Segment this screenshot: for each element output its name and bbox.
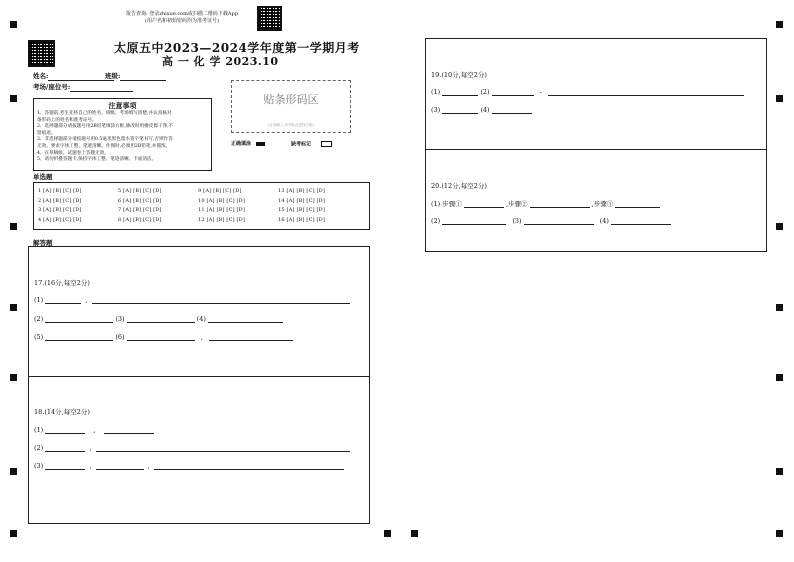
choice-item[interactable]: 11 [A] [B] [C] [D] [198, 207, 246, 213]
notes-list [34, 111, 211, 164]
filled-box-icon [256, 142, 265, 146]
alignment-mark [384, 530, 391, 537]
choice-column [278, 187, 358, 225]
notes-title: 注意事项 [108, 101, 137, 110]
q19-row-1: (1) (2) - [431, 88, 744, 96]
choice-column [198, 187, 278, 225]
choice-item[interactable]: 12 [A] [B] [C] [D] [198, 216, 246, 223]
choice-item[interactable]: 16 [A] [B] [C] [D] [278, 216, 326, 223]
answer-blank[interactable] [548, 95, 744, 96]
fill-example: 正确填涂 [231, 141, 265, 148]
choice-column [118, 187, 198, 225]
notes-line: 4、在草稿纸、试题卷上答题无效。 [37, 150, 109, 156]
answer-blank[interactable] [45, 303, 81, 304]
choice-section-title: 单选题 [33, 173, 53, 181]
q20-title: 20.(12分,每空2分) [431, 182, 487, 190]
alignment-mark [10, 95, 17, 102]
answer-blank[interactable] [154, 469, 344, 470]
alignment-mark [10, 304, 17, 311]
answer-blank[interactable] [615, 207, 660, 208]
q19-row-2: (3) (4) [431, 106, 532, 114]
barcode-label: 贴条形码区 [263, 93, 319, 106]
barcode-area [231, 80, 351, 133]
choice-item[interactable]: 5 [A] [B] [C] [D] [118, 188, 162, 194]
answer-blank[interactable] [45, 322, 113, 323]
choice-item[interactable]: 8 [A] [B] [C] [D] [118, 216, 162, 223]
empty-box-icon [321, 141, 332, 147]
alignment-mark [776, 374, 783, 381]
q18-title: 18.(14分,每空2分) [34, 408, 90, 416]
answer-blank[interactable] [209, 340, 293, 341]
alignment-mark [10, 21, 17, 28]
notes-line: 2、选择题部分请按题号用2B铅笔填涂方框,修改时用橡皮擦干净,不 [37, 124, 174, 130]
choice-item[interactable]: 4 [A] [B] [C] [D] [38, 216, 82, 223]
alignment-mark [10, 223, 17, 230]
q17-title: 17.(16分,每空2分) [34, 279, 90, 287]
choice-grid [38, 187, 365, 225]
alignment-mark [776, 304, 783, 311]
qr-code-icon [28, 40, 55, 67]
q18-row-1: (1) , [34, 426, 154, 434]
class-label: 班级: [105, 72, 121, 80]
answer-blank[interactable] [96, 469, 144, 470]
choice-item[interactable]: 1 [A] [B] [C] [D] [38, 188, 82, 194]
notes-line: 1、答题前,考生先将自己的姓名、班级、考场填写清楚,并认真核对 [37, 111, 172, 116]
choice-item[interactable]: 14 [A] [B] [C] [D] [278, 197, 326, 204]
notes-line: 5、请勿折叠答题卡,保持字体工整、笔迹清晰、卡面清洁。 [37, 157, 157, 163]
alignment-mark [10, 374, 17, 381]
choice-box [33, 182, 370, 230]
answer-blank[interactable] [45, 340, 113, 341]
answer-blank[interactable] [492, 113, 532, 114]
answer-blank[interactable] [96, 451, 350, 452]
answer-blank[interactable] [492, 95, 534, 96]
notes-line: 条形码上的姓名和准考证号。 [37, 117, 97, 123]
page-subtitle: 高 一 化 学 2023.10 [162, 55, 279, 68]
notes-box [33, 98, 212, 171]
answer-blank[interactable] [127, 340, 195, 341]
q17-row-2: (2) (3) (4) [34, 315, 283, 323]
choice-item[interactable]: 9 [A] [B] [C] [D] [198, 188, 242, 194]
q20-row-1: (1) 步骤① ,步骤② ,步骤③ [431, 199, 660, 208]
choice-item[interactable]: 13 [A] [B] [C] [D] [278, 188, 326, 194]
q17-row-1: (1) , [34, 296, 350, 304]
alignment-mark [776, 95, 783, 102]
q19-title: 19.(10分,每空2分) [431, 71, 487, 79]
name-label: 姓名: [33, 72, 49, 80]
q18-row-3: (3) , , [34, 462, 344, 470]
answer-blank[interactable] [442, 224, 506, 225]
answer-blank[interactable] [45, 469, 85, 470]
answer-blank[interactable] [530, 207, 590, 208]
choice-item[interactable]: 2 [A] [B] [C] [D] [38, 197, 82, 204]
seat-field[interactable] [33, 83, 133, 92]
choice-column [38, 187, 118, 225]
alignment-mark [10, 530, 17, 537]
answer-blank[interactable] [45, 433, 85, 434]
q19-box [425, 38, 767, 150]
alignment-mark [776, 223, 783, 230]
q17-row-3: (5) (6) , [34, 333, 293, 341]
class-field[interactable] [105, 72, 166, 81]
seat-label: 考场/座位号: [33, 83, 71, 91]
notes-line: 无效。要求字体工整、笔迹清晰。作图时,必须用2B铅笔,并描浓。 [37, 143, 171, 149]
notes-line: 3、非选择题部分请按题号用0.5毫米黑色墨水签字笔书写,否则作答 [37, 137, 173, 143]
q20-box [425, 149, 767, 252]
choice-item[interactable]: 7 [A] [B] [C] [D] [118, 207, 162, 213]
page-title: 太原五中2023—2024学年度第一学期月考 [114, 41, 360, 55]
alignment-mark [776, 468, 783, 475]
answer-section-title: 解答题 [33, 239, 53, 247]
answer-blank[interactable] [127, 322, 195, 323]
barcode-hint: (正面朝上,切勿贴出虚线方框) [268, 123, 314, 127]
answer-blank[interactable] [45, 451, 85, 452]
q18-row-2: (2) , [34, 444, 350, 452]
report-notice: 报告查询: 登录zhixue.com或扫描二维码下载App (用户名和初始密码均为准考证号) [126, 11, 238, 24]
answer-blank[interactable] [208, 322, 283, 323]
qr-code-icon [257, 6, 282, 31]
answer-blank[interactable] [464, 207, 504, 208]
alignment-mark [776, 21, 783, 28]
q18-box [28, 376, 370, 524]
alignment-mark [411, 530, 418, 537]
choice-item[interactable]: 10 [A] [B] [C] [D] [198, 197, 246, 204]
absent-mark[interactable]: 缺考标记 [291, 141, 332, 149]
answer-blank[interactable] [442, 95, 478, 96]
answer-blank[interactable] [104, 433, 154, 434]
answer-blank[interactable] [442, 113, 478, 114]
answer-blank[interactable] [92, 303, 350, 304]
q20-row-2: (2) (3) (4) [431, 217, 671, 225]
choice-item[interactable]: 15 [A] [B] [C] [D] [278, 207, 326, 213]
choice-item[interactable]: 3 [A] [B] [C] [D] [38, 207, 82, 213]
alignment-mark [776, 530, 783, 537]
choice-item[interactable]: 6 [A] [B] [C] [D] [118, 197, 162, 204]
alignment-mark [10, 468, 17, 475]
q17-box [28, 246, 370, 377]
notes-line: 留痕迹。 [37, 130, 56, 136]
answer-blank[interactable] [611, 224, 671, 225]
name-field[interactable] [33, 72, 114, 81]
answer-blank[interactable] [524, 224, 594, 225]
